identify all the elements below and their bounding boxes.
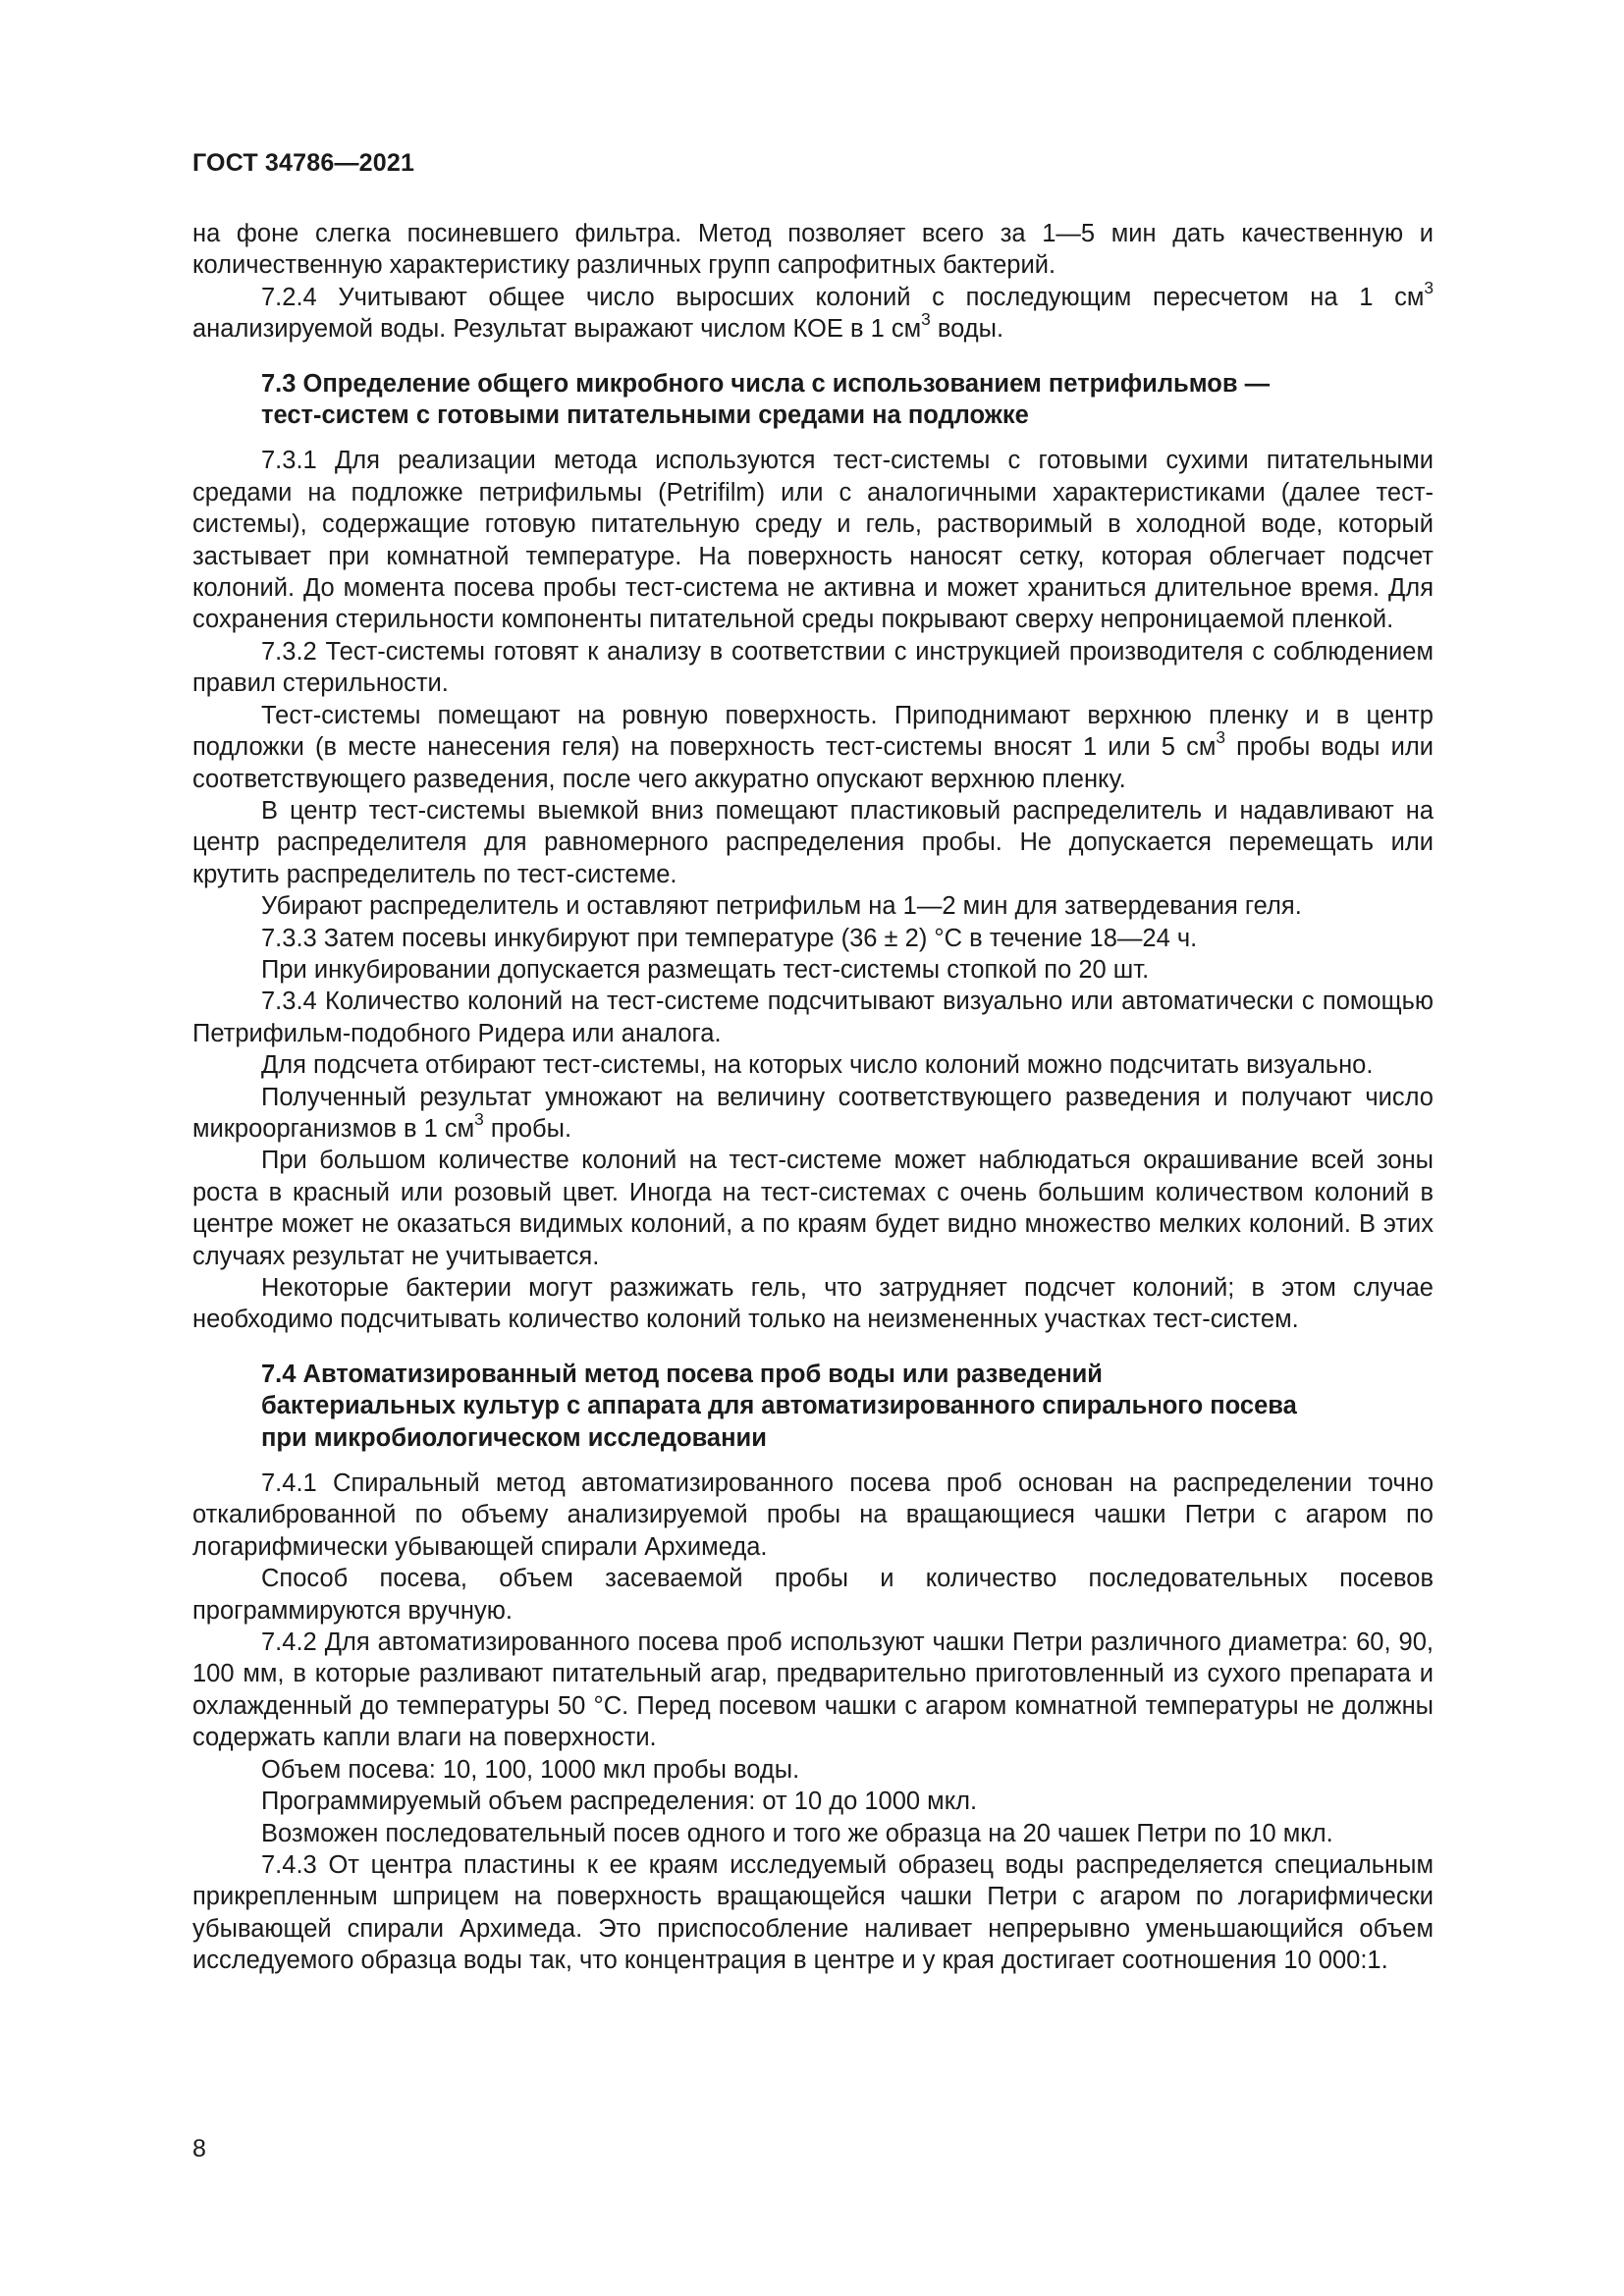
- paragraph: 7.3.1 Для реализации метода используются тест-системы с готовыми сухими питательными средами на подложке петрифильмы (Petrifilm) или с аналогичными характеристиками (далее тест-системы), содержащие готовую питательную среду и гель, растворимый в холодной воде, который застывает при комнатной температуре. На поверхность наносят сетку, которая облегчает подсчет колоний. До момента посева пробы тест-система не активна и может храниться длительное время. Для сохранения стерильности компоненты питательной среды покрывают сверху непроницаемой пленкой.: [192, 447, 1434, 634]
- paragraph: на фоне слегка посиневшего фильтра. Метод позволяет всего за 1—5 мин дать качественную и количественную характеристику различных групп сапрофитных бактерий.: [192, 220, 1434, 280]
- paragraph: 7.4.3 От центра пластины к ее краям исследуемый образец воды распределяется специальным прикрепленным шприцем на поверхность вращающейся чашки Петри с агаром по логарифмически убывающей спирали Архимеда. Это приспособление наливает непрерывно уменьшающийся объем исследуемого образца воды так, что концентрация в центре и у края достигает соотношения 10 000:1.: [192, 1850, 1434, 1975]
- paragraph: В центр тест-системы выемкой вниз помещают пластиковый распределитель и надавливают на центр распределителя для равномерного распределения пробы. Не допускается перемещать или крутить распределитель по тест-системе.: [192, 796, 1434, 888]
- paragraph: 7.3.3 Затем посевы инкубируют при температуре (36 ± 2) °С в течение 18—24 ч.: [261, 924, 1198, 952]
- paragraph: 7.4.1 Спиральный метод автоматизированного посева проб основан на распределении точно откалиброванной по объему анализируемой пробы на вращающиеся чашки Петри с агаром по логарифмически убывающей спирали Архимеда.: [192, 1469, 1434, 1561]
- paragraph: При большом количестве колоний на тест-системе может наблюдаться окрашивание всей зоны роста в красный или розовый цвет. Иногда на тест-системах с очень большим количеством колоний в центре может не оказаться видимых колоний, а по краям будет видно множество мелких колоний. В этих случаях результат не учитывается.: [192, 1147, 1434, 1270]
- paragraph: Тест-системы помещают на ровную поверхность. Приподнимают верхнюю пленку и в центр подложки (в месте нанесения геля) на поверхность тест-системы вносят 1 или 5 $см^3$ пробы воды или соответствующего разведения, после чего аккуратно опускают верхнюю пленку.: [192, 701, 1434, 793]
- paragraph: Убирают распределитель и оставляют петрифильм на 1—2 мин для затвердевания геля.: [261, 892, 1302, 921]
- document-body: [192, 218, 1434, 1977]
- paragraph: Для подсчета отбирают тест-системы, на которых число колоний можно подсчитать визуально.: [261, 1051, 1374, 1080]
- paragraph: 7.4.2 Для автоматизированного посева проб используют чашки Петри различного диаметра: 60, 90, 100 мм, в которые разливают питательный агар, предварительно приготовленный из сухого препарата и охлажденный до температуры 50 °С. Перед посевом чашки с агаром комнатной температуры не должны содержать капли влаги на поверхности.: [192, 1629, 1434, 1752]
- paragraph: При инкубировании допускается размещать тест-системы стопкой по 20 шт.: [261, 955, 1150, 984]
- paragraph: Возможен последовательный посев одного и того же образца на 20 чашек Петри по 10 мкл.: [261, 1819, 1333, 1847]
- paragraph: 7.3.2 Тест-системы готовят к анализу в соответствии с инструкцией производителя с соблюдением правил стерильности.: [192, 637, 1434, 698]
- paragraph: 7.2.4 Учитывают общее число выросших колоний с последующим пересчетом на 1 $см^3$ анализируемой воды. Результат выражают числом КОЕ в 1 $см^3$ воды.: [192, 277, 1434, 344]
- section-heading-7-4: 7.4 Автоматизированный метод посева проб воды или разведений бактериальных культур с аппарата для автоматизированного спирального посева при микробиологическом исследовании: [261, 1360, 1297, 1452]
- paragraph: Некоторые бактерии могут разжижать гель, что затрудняет подсчет колоний; в этом случае необходимо подсчитывать количество колоний только на неизмененных участках тест-систем.: [192, 1274, 1434, 1334]
- paragraph: Полученный результат умножают на величину соответствующего разведения и получают число микроорганизмов в 1 $см^3$ пробы.: [192, 1083, 1434, 1143]
- section-heading-7-3: 7.3 Определение общего микробного числа с использованием петрифильмов — тест-систем с готовыми питательными средами на подложке: [261, 369, 1271, 430]
- paragraph: Объем посева: 10, 100, 1000 мкл пробы воды.: [261, 1755, 800, 1784]
- paragraph: Способ посева, объем засеваемой пробы и количество последовательных посевов программируются вручную.: [192, 1565, 1434, 1625]
- paragraph: Программируемый объем распределения: от 10 до 1000 мкл.: [261, 1788, 978, 1816]
- document-header: ГОСТ 34786—2021: [192, 149, 415, 177]
- paragraph: 7.3.4 Количество колоний на тест-системе подсчитывают визуально или автоматически с помощью Петрифильм-подобного Ридера или аналога.: [192, 988, 1434, 1047]
- page-number: 8: [192, 2135, 206, 2163]
